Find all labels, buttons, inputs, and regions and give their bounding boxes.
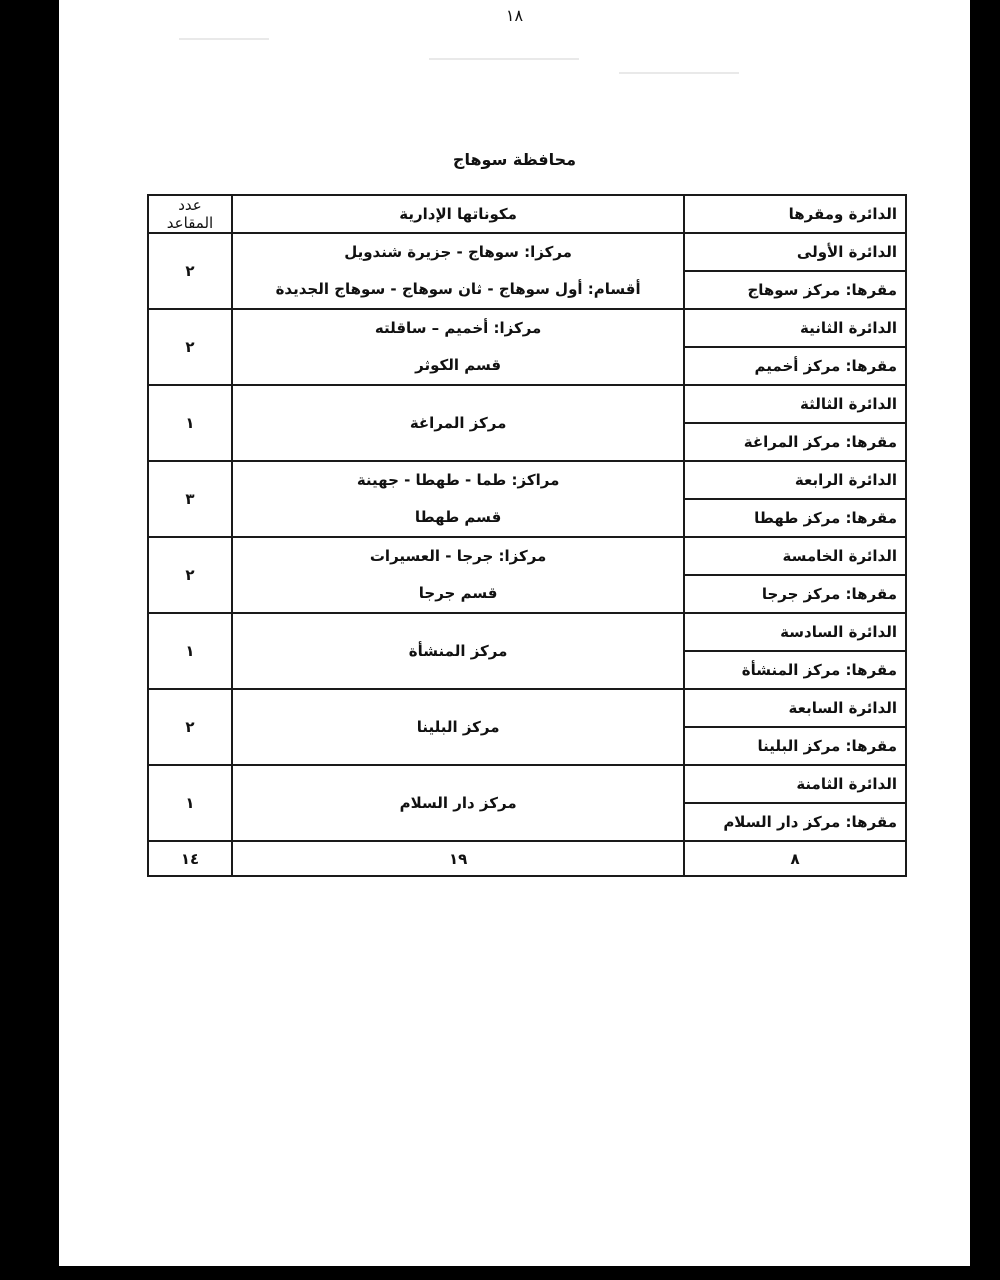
seat-count: ٢ [148,537,232,613]
circuit-headquarters: مقرها: مركز سوهاج [684,271,906,309]
circuit-components [232,461,684,537]
header-seats: عدد المقاعد [148,195,232,233]
scan-artifact [429,58,579,60]
component-line: مركزا: أخميم – ساقلته [374,319,542,337]
circuit-name: الدائرة الأولى [684,233,906,271]
table-row [148,689,906,727]
circuit-headquarters: مقرها: مركز طهطا [684,499,906,537]
seat-count: ١ [148,385,232,461]
seat-count: ١ [148,613,232,689]
seat-count: ٢ [148,233,232,309]
circuits-table [147,194,907,877]
table-body [148,233,906,841]
table-header-row [148,195,906,233]
component-line: مركز المنشأة [408,641,508,660]
scan-artifact [179,38,269,40]
header-components: مكوناتها الإدارية [232,195,684,233]
component-line: مركز المراغة [409,413,507,432]
circuit-components [232,537,684,613]
table-row [148,461,906,499]
seat-count: ٢ [148,689,232,765]
table-row [148,537,906,575]
circuit-headquarters: مقرها: مركز دار السلام [684,803,906,841]
table-row [148,233,906,271]
circuit-name: الدائرة الثامنة [684,765,906,803]
total-seats: ١٤ [148,841,232,876]
circuit-components [232,765,684,841]
circuit-components [232,309,684,385]
component-line: قسم الكوثر [415,356,502,374]
seat-count: ٢ [148,309,232,385]
component-line: مركز البلينا [416,717,500,736]
component-line: قسم طهطا [414,508,502,526]
table-row [148,385,906,423]
seat-count: ١ [148,765,232,841]
page-title: محافظة سوهاج [452,150,577,169]
header-circuit: الدائرة ومقرها [684,195,906,233]
scan-artifact [619,72,739,74]
circuit-headquarters: مقرها: مركز البلينا [684,727,906,765]
totals-row [148,841,906,876]
circuit-name: الدائرة الثالثة [684,385,906,423]
total-components: ١٩ [232,841,684,876]
circuit-name: الدائرة الخامسة [684,537,906,575]
circuit-headquarters: مقرها: مركز المنشأة [684,651,906,689]
circuit-name: الدائرة السابعة [684,689,906,727]
circuit-components [232,385,684,461]
table-row [148,765,906,803]
component-line: مركزا: جرجا - العسيرات [369,547,547,565]
circuit-headquarters: مقرها: مركز أخميم [684,347,906,385]
component-line: أقسام: أول سوهاج - ثان سوهاج - سوهاج الجديدة [275,280,641,298]
circuit-headquarters: مقرها: مركز جرجا [684,575,906,613]
circuit-components [232,689,684,765]
circuit-name: الدائرة السادسة [684,613,906,651]
component-line: مركزا: سوهاج - جزيرة شندويل [344,243,572,261]
total-circuits: ٨ [684,841,906,876]
document-page [59,0,970,1266]
circuit-components [232,613,684,689]
table-row [148,309,906,347]
component-line: مراكز: طما - طهطا - جهينة [356,471,560,489]
circuit-name: الدائرة الرابعة [684,461,906,499]
circuit-headquarters: مقرها: مركز المراغة [684,423,906,461]
seat-count: ٣ [148,461,232,537]
component-line: قسم جرجا [418,584,498,602]
component-line: مركز دار السلام [399,793,517,812]
circuit-name: الدائرة الثانية [684,309,906,347]
circuit-components [232,233,684,309]
table-row [148,613,906,651]
page-number: ١٨ [505,6,524,25]
